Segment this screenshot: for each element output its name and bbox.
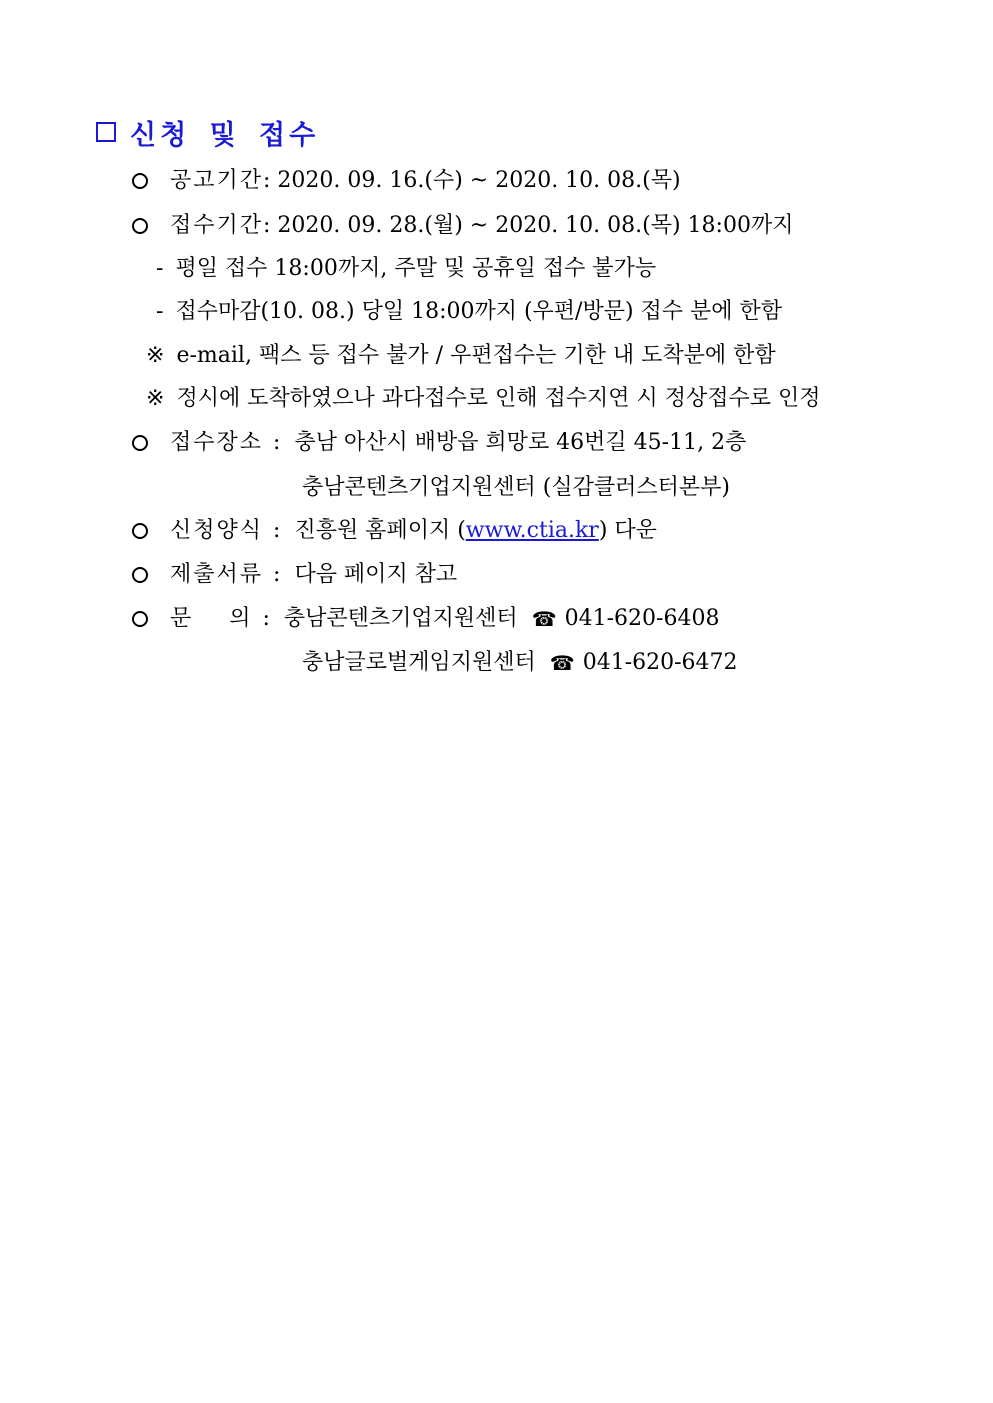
phone-icon: ☎ (549, 651, 575, 675)
warning-text: e-mail, 팩스 등 접수 불가 / 우편접수는 기한 내 도착분에 한함 (176, 343, 776, 368)
form-label: 신청양식 (170, 518, 264, 543)
warning-line (132, 384, 820, 414)
documents-line (132, 560, 457, 590)
reception-line (132, 211, 793, 241)
contact-phone-2: 041-620-6472 (582, 650, 738, 675)
checkbox-square-icon (96, 122, 116, 142)
form-value-suffix: ) 다운 (598, 518, 657, 543)
contact-label: 문 의 (170, 606, 253, 631)
contact-org-1: 충남콘텐츠기업지원센터 (283, 606, 518, 631)
form-value-prefix: 진흥원 홈페이지 ( (294, 518, 466, 543)
place-line (132, 428, 746, 458)
circle-bullet-icon (132, 523, 148, 539)
warning-text: 정시에 도착하였으나 과다접수로 인해 접수지연 시 정상접수로 인정 (176, 386, 821, 411)
sub-note-line (132, 297, 782, 327)
circle-bullet-icon (132, 435, 148, 451)
documents-separator: : (273, 562, 281, 587)
period-value: : 2020. 09. 16.(수) ~ 2020. 10. 08.(목) (263, 168, 681, 193)
place-value: 충남 아산시 배방읍 희망로 46번길 45-11, 2층 (294, 430, 747, 455)
place-separator: : (273, 430, 281, 455)
circle-bullet-icon (132, 611, 148, 627)
contact-phone-1: 041-620-6408 (564, 606, 720, 631)
documents-value: 다음 페이지 참고 (294, 562, 458, 587)
form-separator: : (273, 518, 281, 543)
dash-marker: - (156, 299, 164, 324)
reception-value: : 2020. 09. 28.(월) ~ 2020. 10. 08.(목) 18:00까지 (263, 213, 794, 238)
place-line-2 (302, 473, 730, 503)
form-line (132, 516, 657, 546)
contact-org-2: 충남글로벌게임지원센터 (302, 650, 536, 675)
warning-line (132, 341, 776, 371)
section-title: 신청 및 접수 (130, 119, 320, 151)
contact-separator: : (262, 606, 270, 631)
sub-note-text: 접수마감(10. 08.) 당일 18:00까지 (우편/방문) 접수 분에 한함 (175, 299, 783, 324)
reference-mark-icon: ※ (146, 343, 165, 368)
reception-label: 접수기간 (170, 213, 264, 238)
circle-bullet-icon (132, 218, 148, 234)
homepage-link[interactable]: www.ctia.kr (465, 518, 599, 543)
section-heading (96, 112, 319, 152)
sub-note-text: 평일 접수 18:00까지, 주말 및 공휴일 접수 불가능 (175, 256, 657, 281)
period-line (132, 166, 681, 196)
sub-note-line (132, 254, 656, 284)
dash-marker: - (156, 256, 164, 281)
contact-line-2 (302, 648, 738, 678)
period-label: 공고기간 (170, 168, 264, 193)
documents-label: 제출서류 (170, 562, 264, 587)
circle-bullet-icon (132, 173, 148, 189)
circle-bullet-icon (132, 567, 148, 583)
contact-line (132, 604, 719, 634)
phone-icon: ☎ (531, 607, 557, 631)
reference-mark-icon: ※ (146, 386, 165, 411)
place-label: 접수장소 (170, 430, 264, 455)
place-value-2: 충남콘텐츠기업지원센터 (실감클러스터본부) (302, 475, 730, 500)
